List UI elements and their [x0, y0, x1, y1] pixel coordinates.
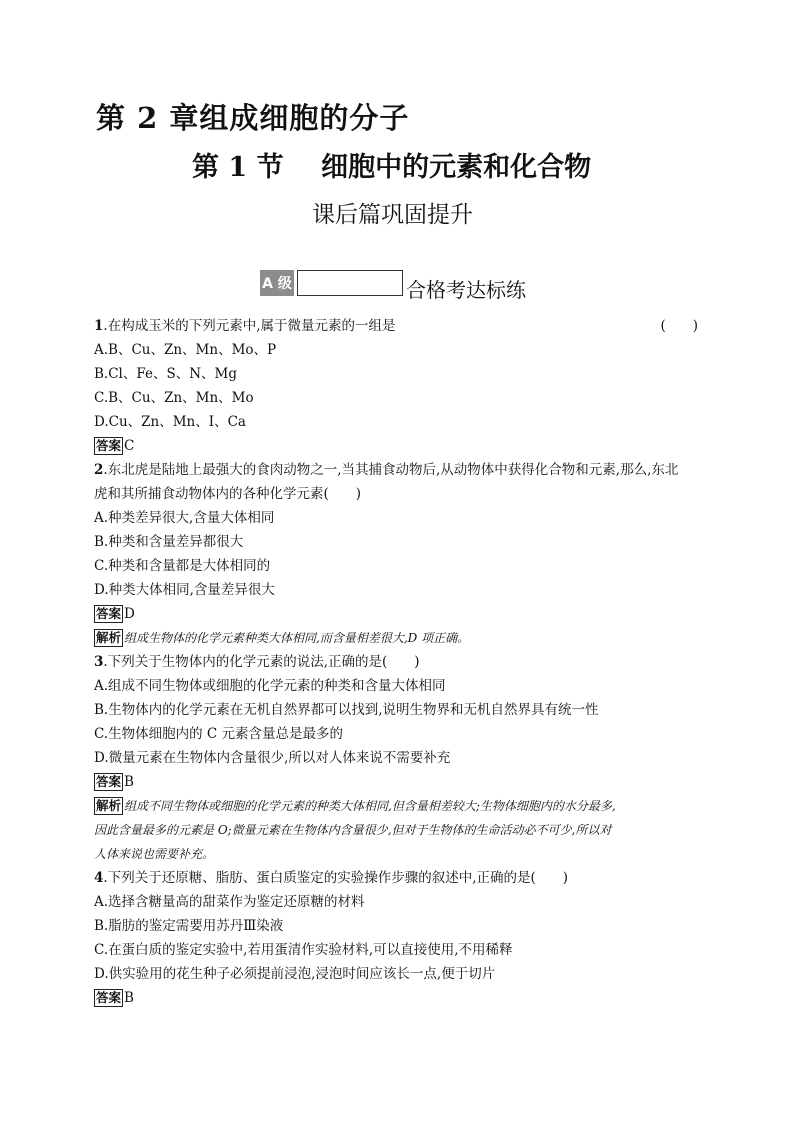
question-stem — [94, 866, 706, 890]
option-c: C.在蛋白质的鉴定实验中,若用蛋清作实验材料,可以直接使用,不用稀释 — [94, 942, 513, 958]
question-number: 1 — [94, 318, 104, 334]
answer-line — [94, 986, 706, 1010]
question-number: 3 — [94, 654, 104, 670]
analysis-line — [94, 626, 706, 650]
analysis-text-continued: 人体来说也需要补充。 — [94, 847, 215, 861]
option-a: A.种类差异很大,含量大体相同 — [94, 510, 275, 526]
answer-bracket: ( ) — [660, 318, 698, 334]
analysis-text-continued: 因此含量最多的元素是 O;微量元素在生物体内含量很少,但对于生物体的生命活动必不可少,所以对 — [94, 823, 612, 837]
option-d: D.微量元素在生物体内含量很少,所以对人体来说不需要补充 — [94, 750, 451, 766]
answer-value: C — [124, 438, 135, 454]
analysis-text: 组成不同生物体或细胞的化学元素的种类大体相同,但含量相差较大;生物体细胞内的水分最多, — [124, 799, 616, 813]
option-d: D.供实验用的花生种子必须提前浸泡,浸泡时间应该长一点,便于切片 — [94, 966, 496, 982]
analysis-tag: 解析 — [96, 798, 122, 813]
option-c: C.生物体细胞内的 C 元素含量总是最多的 — [94, 726, 344, 742]
answer-value: B — [124, 990, 134, 1006]
question-stem — [94, 314, 706, 338]
question-text: .在构成玉米的下列元素中,属于微量元素的一组是 — [103, 318, 396, 334]
level-badge: A 级 — [260, 270, 294, 296]
answer-line — [94, 602, 706, 626]
chapter-title: 第 2 章组成细胞的分子 — [96, 101, 410, 135]
option-c: C.种类和含量都是大体相同的 — [94, 558, 271, 574]
answer-line — [94, 770, 706, 794]
question-text-continued: 虎和其所捕食动物体内的各种化学元素( ) — [94, 486, 362, 502]
question-number: 4 — [94, 870, 104, 886]
question-stem — [94, 458, 706, 482]
question-text: .下列关于还原糖、脂肪、蛋白质鉴定的实验操作步骤的叙述中,正确的是( ) — [103, 870, 569, 886]
option-b: B.脂肪的鉴定需要用苏丹Ⅲ染液 — [94, 918, 284, 934]
option-a: A.选择含糖量高的甜菜作为鉴定还原糖的材料 — [94, 894, 365, 910]
answer-value: D — [124, 606, 135, 622]
answer-tag: 答案 — [96, 438, 122, 453]
question-text: .东北虎是陆地上最强大的食肉动物之一,当其捕食动物后,从动物体中获得化合物和元素,那么,东北 — [103, 462, 679, 478]
option-d: D.Cu、Zn、Mn、I、Ca — [94, 414, 246, 430]
section-title: 第 1 节 细胞中的元素和化合物 — [192, 152, 592, 183]
analysis-line — [94, 794, 706, 818]
answer-tag: 答案 — [96, 606, 122, 621]
answer-value: B — [124, 774, 134, 790]
analysis-text: 组成生物体的化学元素种类大体相同,而含量相差很大,D 项正确。 — [124, 631, 470, 645]
answer-tag: 答案 — [96, 774, 122, 789]
level-label: 合格考达标练 — [406, 278, 526, 302]
question-list — [94, 314, 706, 1010]
answer-tag: 答案 — [96, 990, 122, 1005]
analysis-tag: 解析 — [96, 630, 122, 645]
question-number: 2 — [94, 462, 104, 478]
option-c: C.B、Cu、Zn、Mn、Mo — [94, 390, 254, 406]
option-b: B.Cl、Fe、S、N、Mg — [94, 366, 238, 382]
option-b: B.生物体内的化学元素在无机自然界都可以找到,说明生物界和无机自然界具有统一性 — [94, 702, 599, 718]
option-b: B.种类和含量差异都很大 — [94, 534, 244, 550]
level-blank-box — [297, 270, 403, 296]
page-subtitle: 课后篇巩固提升 — [312, 202, 473, 228]
option-a: A.B、Cu、Zn、Mn、Mo、P — [94, 342, 277, 358]
option-d: D.种类大体相同,含量差异很大 — [94, 582, 275, 598]
question-text: .下列关于生物体内的化学元素的说法,正确的是( ) — [103, 654, 420, 670]
answer-line — [94, 434, 706, 458]
option-a: A.组成不同生物体或细胞的化学元素的种类和含量大体相同 — [94, 678, 446, 694]
question-stem — [94, 650, 706, 674]
